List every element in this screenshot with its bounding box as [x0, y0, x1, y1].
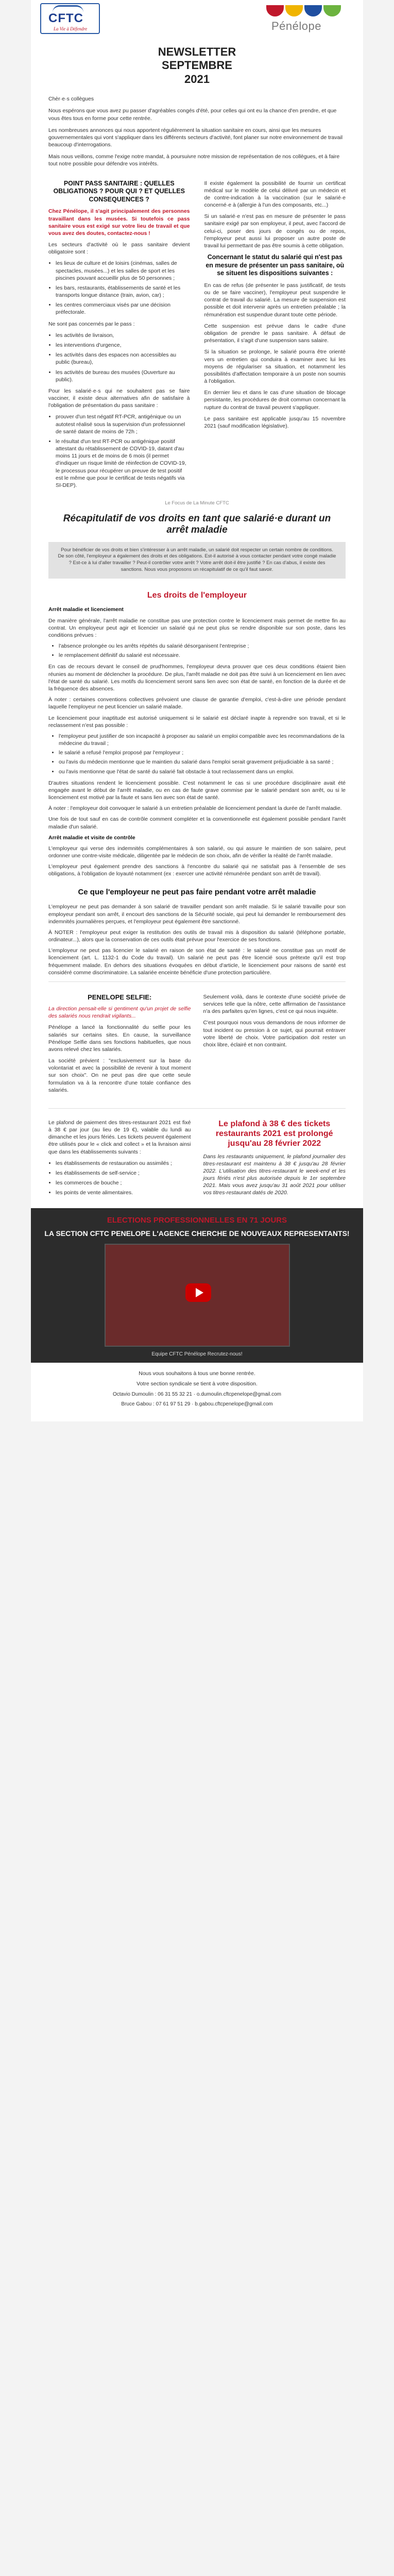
list-item: • l'absence prolongée ou les arrêts répétés du salarié désorganisent l'entreprise ;	[59, 642, 346, 650]
selfie-paragraph: C'est pourquoi nous vous demandons de nous informer de tout incident ou pression à ce sujet, qui pourrait entraver votre liberté de choix. Votre participation doit rester un choix libre, éclairé et non contraint.	[203, 1020, 346, 1048]
pass-paragraph: Cette suspension est prévue dans le cadre d'une obligation de prendre le pass sanitaire. À défaut de présentation, il s'agit d'une suspension sans salaire.	[204, 323, 346, 344]
selfie-quote: La direction pensait-elle si gentiment qu'un projet de selfie des salariés nous rendrait vigilants...	[48, 1006, 191, 1019]
newsletter-title	[31, 38, 363, 95]
title-line-2: SEPTEMBRE	[162, 59, 232, 72]
subsection-title: Arrêt maladie et visite de contrôle	[48, 834, 135, 841]
droits-paragraph: Le licenciement pour inaptitude est autorisé uniquement si le salarié est déclaré inapte à reprendre son travail, et si le reclassement n'est pas possible :	[48, 715, 346, 728]
droits-employeur-section	[31, 606, 363, 877]
droits-paragraph: D'autres situations rendent le licenciement possible. C'est notamment le cas si une procédure disciplinaire avait été engagée avant le début de l'arrêt maladie, ou en cas de faute grave commise par le salarié pendant son arrêt, ou si le licenciement est motivé par la faute et sans lien avec son état de santé.	[48, 779, 346, 801]
restaurants-section	[31, 1114, 363, 1208]
droits-list-conditions	[59, 642, 346, 659]
pass-statut-title: Concernant le statut du salarié qui n'est pas en mesure de présenter un pass sanitaire, où se situent les dispositions suivantes :	[205, 253, 345, 277]
restaurants-paragraph: Le plafond de paiement des titres-restaurant 2021 est fixé à 38 € par jour (au lieu de 19 €), valable du lundi au dimanche et les jours fériés. Les tickets peuvent également être utilisés pour le « click and collect » et la livraison ainsi que dans les établissements suivants :	[48, 1119, 191, 1155]
pass-paragraph: Le pass sanitaire est applicable jusqu'au 15 novembre 2021 (sauf modification législative).	[204, 415, 346, 429]
droits-paragraph: En cas de recours devant le conseil de prud'hommes, l'employeur devra prouver que ces deux conditions étaient bien réunies au moment de déclencher la procédure. De plus, l'arrêt maladie ne doit pas être suivi à un licenciement en lien avec l'état de santé du salarié. Les motifs du licenciement seront sans lien avec son état de santé, en fonction de la durée et de la fréquence des absences.	[48, 664, 346, 692]
penelope-dot-red	[266, 5, 284, 16]
droits-paragraph: L'employeur qui verse des indemnités complémentaires à son salarié, ou qui assure le maintien de son salaire, peut ordonner une contre-visite médicale, diligentée par le médecin de son choix, afin de vérifier la réalité de l'arrêt maladie.	[48, 845, 346, 859]
list-item: • prouver d'un test négatif RT-PCR, antigénique ou un autotest réalisé sous la supervision d'un professionnel de santé datant de moins de 72h ;	[56, 413, 190, 435]
penelope-logo-text: Pénélope	[271, 20, 321, 32]
restaurants-list	[56, 1160, 191, 1197]
list-item: • les activités de bureau des musées (Ouverture au public).	[56, 369, 190, 383]
penelope-dot-green	[323, 5, 341, 16]
penelope-dot-yellow	[285, 5, 303, 16]
employeur-ne-peut-section	[31, 903, 363, 976]
video-caption: Equipe CFTC Pénélope Recrutez-nous!	[151, 1351, 243, 1357]
subsection-title: Arrêt maladie et licenciement	[48, 606, 124, 613]
droits-employeur-title: Les droits de l'employeur	[147, 590, 247, 600]
selfie-paragraph: La société prévient : "exclusivement sur la base du volontariat et avec la possibilité de revenir à tout moment sur son choix". On ne peut pas dire que cette seule formulation va à la rencontre d'une totale confiance des salariés.	[48, 1058, 191, 1093]
pass-paragraph: Si un salarié·e n'est pas en mesure de présenter le pass sanitaire exigé par son employeur, il peut, avec l'accord de celui-ci, poser des jours de congés ou de repos, l'employeur peut aussi lui proposer un autre poste de travail lui permettant de pas être soumis à cette obligation.	[204, 213, 346, 249]
contact-section	[31, 1363, 363, 1421]
penelope-logo	[266, 5, 354, 33]
pass-paragraph: Ne sont pas concernés par le pass :	[48, 320, 135, 327]
pass-sanitaire-title: POINT PASS SANITAIRE : QUELLES OBLIGATIONS ? POUR QUI ? ET QUELLES CONSEQUENCES ?	[53, 179, 185, 203]
elections-title: ELECTIONS PROFESSIONNELLES EN 71 JOURS	[107, 1215, 287, 1225]
droits-paragraph: L'employeur peut également prendre des sanctions à l'encontre du salarié qui ne satisfait pas à l'ensemble de ses obligations, à l'obligation de loyauté notamment (ex : exercer une activité rémunérée pendant son arrêt de travail).	[48, 863, 346, 877]
pass-paragraph: Si la situation se prolonge, le salarié pourra être orienté vers un entretien qui conduira à examiner avec lui les moyens de régulariser sa situation, et notamment les possibilités d'affectation temporaire à un poste non soumis à l'obligation.	[204, 349, 346, 385]
selfie-section	[31, 987, 363, 1103]
pass-highlight: Chez Pénélope, il s'agit principalement des personnes travaillant dans les musées. Si toutefois ce pass sanitaire vous est exigé sur votre lieu de travail et que vous avez des doutes, contactez-nous !	[48, 208, 190, 236]
list-item: • les points de vente alimentaires.	[56, 1189, 191, 1196]
divider	[48, 981, 346, 982]
cftc-logo	[40, 3, 100, 34]
pass-paragraph: Pour les salarié·e·s qui ne souhaitent pas se faire vacciner, il existe deux alternatives afin de satisfaire à l'obligation de présentation du pass sanitaire :	[48, 387, 190, 409]
title-line-1: NEWSLETTER	[158, 45, 236, 58]
contact-paragraph: Votre section syndicale se tient à votre disposition.	[136, 1381, 258, 1387]
pass-paragraph: Les secteurs d'activité où le pass sanitaire devient obligatoire sont :	[48, 242, 190, 256]
selfie-paragraph: Seulement voilà, dans le contexte d'une société privée de services telle que la nôtre, cette affirmation de l'assistance n'a des parfaites qu'en lignes, c'est ce qui nous inquiète.	[203, 993, 346, 1015]
droits-paragraph: À NOTER : l'employeur peut exiger la restitution des outils de travail mis à disposition du salarié (téléphone portable, ordinateur...), alors que la conservation de ces outils était prévue pour l'exercice de ses fonctions.	[48, 929, 346, 943]
list-item: • les bars, restaurants, établissements de santé et les transports longue distance (train, avion, car) ;	[56, 284, 190, 299]
intro-paragraph: Les nombreuses annonces qui nous apportent régulièrement la situation sanitaire en cours, ainsi que les mesures gouvernementales qui vont s'appliquer dans les différents secteurs d'activité, font planer sur notre environnement de travail beaucoup d'interrogations.	[48, 127, 343, 148]
pass-paragraph: En dernier lieu et dans le cas d'une situation de blocage persistante, les procédures de droit commun concernant la rupture du contrat de travail peuvent s'appliquer.	[204, 389, 346, 411]
cftc-logo-text: CFTC	[48, 11, 83, 25]
intro-paragraph: Mais nous veillons, comme l'exige notre mandat, à poursuivre notre mission de représentation de nos collègues, et à faire tout notre possible pour défendre vos intérêts.	[48, 154, 340, 167]
droits-paragraph: À noter : certaines conventions collectives prévoient une clause de garantie d'emploi, c'est-à-dire une période pendant laquelle l'employeur ne peut licencier un salarié malade.	[48, 697, 346, 710]
droits-paragraph: Une fois de tout sauf en cas de contrôle comment compléter et la conventionnelle est également possible pendant l'arrêt maladie d'un salarié.	[48, 816, 346, 830]
restaurants-left-column	[48, 1119, 191, 1201]
droits-list-inaptitude	[59, 733, 346, 775]
droits-paragraph: L'employeur ne peut pas licencier le salarié en raison de son état de santé : le salarié ne constitue pas un motif de licenciement (art. L. 1132-1 du Code du travail). Un salarié ne peut pas être licencié sous prétexte qu'il est trop fréquemment malade. En dehors des situations évoquées en début d'article, le licenciement pour raisons de santé est considéré comme discriminatoire. La salariée enceinte bénéficie d'une protection particulière.	[48, 947, 346, 976]
divider	[48, 1108, 346, 1109]
pass-right-column	[204, 180, 346, 494]
list-item: • ou l'avis mentionne que l'état de santé du salarié fait obstacle à tout reclassement dans un emploi.	[59, 768, 346, 775]
pass-left-column	[48, 180, 190, 494]
list-item: • les interventions d'urgence,	[56, 342, 190, 349]
pass-list-non-concernes	[56, 332, 190, 383]
title-line-3: 2021	[184, 72, 210, 86]
list-item: • l'employeur peut justifier de son incapacité à proposer au salarié un emploi compatible avec les recommandations de la médecine du travail ;	[59, 733, 346, 747]
intro-paragraph: Nous espérons que vous avez pu passer d'agréables congés d'été, pour celles qui ont eu la chance d'en prendre, et que vous êtes tous en forme pour cette rentrée.	[48, 108, 337, 122]
penelope-logo-dots	[266, 5, 341, 16]
intro-greeting: Chèr·e·s collègues	[48, 96, 94, 103]
list-item: • les lieux de culture et de loisirs (cinémas, salles de spectacles, musées...) et les salles de sport et les piscines pouvant accueillir plus de 50 personnes ;	[56, 260, 190, 282]
employeur-ne-peut-title: Ce que l'employeur ne peut pas faire pendant votre arrêt maladie	[78, 887, 316, 896]
list-item: • les établissements de restauration ou assimilés ;	[56, 1160, 191, 1167]
list-item: • le remplacement définitif du salarié est nécessaire.	[59, 652, 346, 659]
restaurants-right-column	[203, 1119, 346, 1201]
intro-section	[31, 95, 363, 167]
pass-paragraph: Il existe également la possibilité de fournir un certificat médical sur le modèle de celui délivré par un médecin et de contre-indication à la vaccination (sur le salarié·e concerné·e à (allergie à l'un des composants, etc...)	[204, 180, 346, 209]
restaurants-title: Le plafond à 38 € des tickets restaurants 2021 est prolongé jusqu'au 28 février 2022	[215, 1119, 333, 1148]
contact-paragraph: Nous vous souhaitons à tous une bonne rentrée.	[139, 1370, 255, 1377]
penelope-dot-blue	[304, 5, 322, 16]
list-item: • le salarié a refusé l'emploi proposé par l'employeur ;	[59, 749, 346, 756]
list-item: • le résultat d'un test RT-PCR ou antigénique positif attestant du rétablissement de COVID-19, datant d'au moins 11 jours et de moins de 6 mois (il permet d'indiquer un risque limité de réinfection de COVID-19, le processus pour récupérer un preuve de test positif est le même que pour le certificat de tests négatifs via SI-DEP).	[56, 438, 190, 489]
droits-banner-title: Récapitulatif de vos droits en tant que salarié·e durant un arrêt maladie	[63, 513, 331, 535]
droits-paragraph: De manière générale, l'arrêt maladie ne constitue pas une protection contre le licenciement mais permet de mettre fin au contrat. Un employeur peut agir et licencier un salarié qui ne peut plus se rendre disponible sur son poste, dans les conditions prévues :	[48, 617, 346, 638]
droits-intro-box: Pour bénéficier de vos droits et bien s'intéresser à un arrêt maladie, un salarié doit respecter un certain nombre de conditions. De son côté, l'employeur a également des droits et des obligations. Est-il autorisé à vous contacter pendant votre congé maladie ? Est-ce à lui d'aller travailler ? Peut-il contrôler votre arrêt ? Votre arrêt doit-il être justifié ? En cas d'abus, il existe des sanctions. Nous vous proposons un récapitulatif de ce qu'il faut savoir.	[48, 542, 346, 579]
selfie-paragraph: Pénélope a lancé la fonctionnalité du selfie pour les salariés sur certains sites. En cause, la surveillance Pénélope Selfie dans ses fonctions habituelles, que nous avons relevé chez les salariés.	[48, 1024, 191, 1053]
contact-line[interactable]: Bruce Gabou : 07 61 97 51 29 · b.gabou.cftcpenelope@gmail.com	[121, 1401, 273, 1408]
elections-video[interactable]	[105, 1244, 290, 1347]
selfie-left-column	[48, 993, 191, 1098]
list-item: • les activités de livraison,	[56, 332, 190, 339]
list-item: • ou l'avis du médecin mentionne que le maintien du salarié dans l'emploi serait gravement préjudiciable à sa santé ;	[59, 758, 346, 766]
pass-list-alternatives	[56, 413, 190, 489]
droits-paragraph: L'employeur ne peut pas demander à son salarié de travailler pendant son arrêt maladie. Si le salarié travaille pour son employeur pendant son arrêt, il encourt des sanctions de la Sécurité sociale, qui peut lui demander le remboursement des indemnités journalières perçues, et l'employeur peut également être sanctionné.	[48, 904, 346, 925]
selfie-right-column	[203, 993, 346, 1098]
droits-paragraph: À noter : l'employeur doit convoquer le salarié à un entretien préalable de licenciement pendant la durée de l'arrêt maladie.	[48, 805, 342, 812]
list-item: • les établissements de self-service ;	[56, 1170, 191, 1177]
newsletter-sheet	[31, 0, 363, 1421]
pass-paragraph: En cas de refus (de présenter le pass justificatif, de tests ou de se faire vacciner), l'employeur peut suspendre le contrat de travail du salarié. La mesure de suspension est possible et doit intervenir après un entretien préalable ; la rémunération est suspendue durant toute cette période.	[204, 282, 346, 318]
cftc-logo-tagline: La Vie à Défendre	[54, 26, 88, 31]
list-item: • les commerces de bouche ;	[56, 1179, 191, 1187]
focus-link[interactable]: Le Focus de La Minute CFTC	[165, 500, 229, 506]
list-item: • les centres commerciaux visés par une décision préfectorale.	[56, 301, 190, 316]
header	[31, 0, 363, 38]
list-item: • les activités dans des espaces non accessibles au public (bureau),	[56, 351, 190, 366]
elections-subtitle: LA SECTION CFTC PENELOPE L'AGENCE CHERCHE DE NOUVEAUX REPRESENTANTS!	[44, 1229, 350, 1238]
play-triangle-icon	[196, 1288, 203, 1297]
pass-list-obligatoire	[56, 260, 190, 316]
pass-sanitaire-section	[31, 173, 363, 499]
restaurants-paragraph: Dans les restaurants uniquement, le plafond journalier des titres-restaurant est maintenu à 38 € jusqu'au 28 février 2022. L'utilisation des titres-restaurant le week-end et les jours fériés n'est plus autorisée depuis le 1er septembre 2021. Mais vous avez jusqu'au 31 août 2021 pour utiliser vos titres-restaurant datés de 2020.	[203, 1153, 346, 1196]
elections-band	[31, 1208, 363, 1363]
selfie-title: PENELOPE SELFIE:	[88, 993, 152, 1001]
contact-line[interactable]: Octavio Dumoulin : 06 31 55 32 21 · o.dumoulin.cftcpenelope@gmail.com	[113, 1391, 281, 1397]
